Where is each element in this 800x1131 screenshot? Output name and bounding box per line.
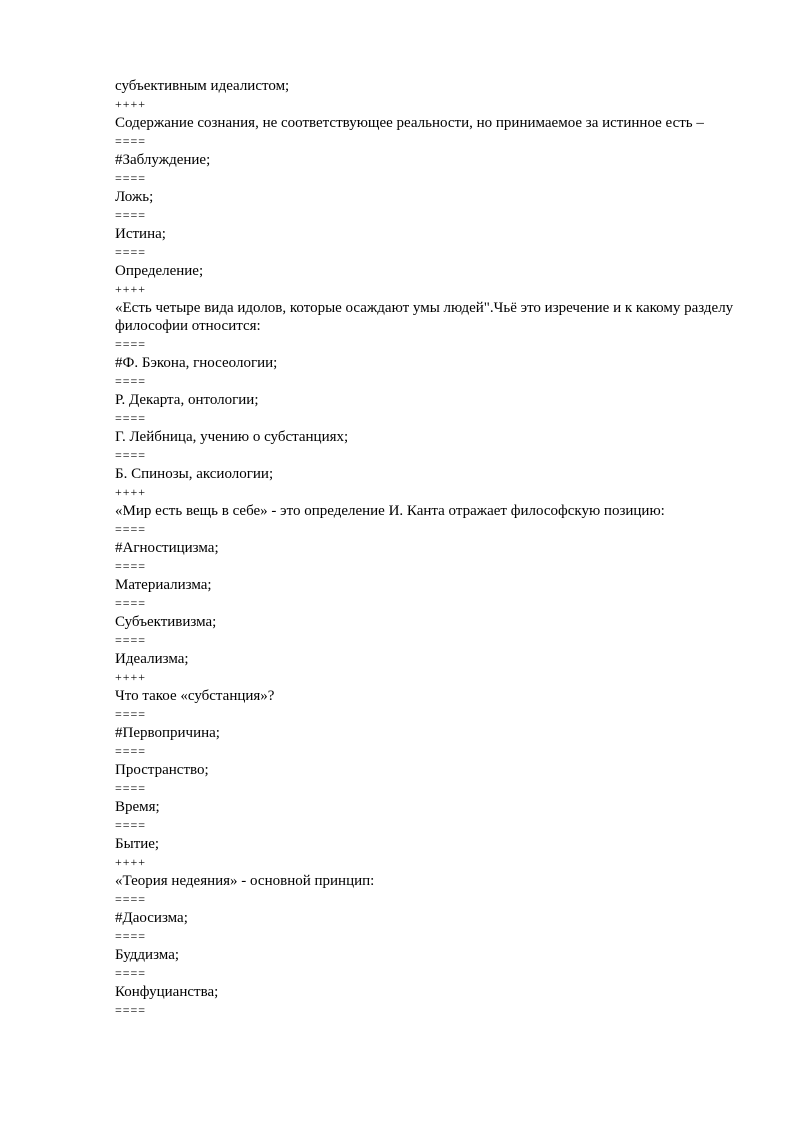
text-line: Время; <box>115 799 160 815</box>
text-line: #Даосизма; <box>115 910 188 926</box>
answer-separator: ==== <box>115 818 147 832</box>
text-line: Конфуцианства; <box>115 984 219 1000</box>
answer-separator: ==== <box>115 707 147 721</box>
question-separator: ++++ <box>115 485 147 499</box>
text-line: Ложь; <box>115 189 154 205</box>
text-line: Б. Спинозы, аксиологии; <box>115 466 274 482</box>
text-line: Определение; <box>115 263 204 279</box>
answer-separator: ==== <box>115 596 147 610</box>
answer-separator: ==== <box>115 411 147 425</box>
answer-separator: ==== <box>115 559 147 573</box>
answer-separator: ==== <box>115 448 147 462</box>
answer-separator: ==== <box>115 208 147 222</box>
text-line: #Заблуждение; <box>115 152 211 168</box>
answer-separator: ==== <box>115 781 147 795</box>
text-line: Что такое «субстанция»? <box>115 688 275 704</box>
answer-separator: ==== <box>115 633 147 647</box>
answer-separator: ==== <box>115 337 147 351</box>
answer-separator: ==== <box>115 892 147 906</box>
text-line: Материализма; <box>115 577 212 593</box>
text-line: #Ф. Бэкона, гносеологии; <box>115 355 278 371</box>
question-separator: ++++ <box>115 855 147 869</box>
answer-separator: ==== <box>115 245 147 259</box>
answer-separator: ==== <box>115 966 147 980</box>
question-separator: ++++ <box>115 670 147 684</box>
text-line: субъективным идеалистом; <box>115 78 290 94</box>
text-line: Идеализма; <box>115 651 189 667</box>
text-line: «Мир есть вещь в себе» - это определение И. Канта отражает философскую позицию: <box>115 503 665 519</box>
answer-separator: ==== <box>115 171 147 185</box>
text-line: Бытие; <box>115 836 160 852</box>
text-line: Субъективизма; <box>115 614 217 630</box>
document-body <box>115 77 755 1020</box>
answer-separator: ==== <box>115 134 147 148</box>
question-separator: ++++ <box>115 282 147 296</box>
text-line: #Первопричина; <box>115 725 220 741</box>
text-line: Р. Декарта, онтологии; <box>115 392 259 408</box>
text-line: Содержание сознания, не соответствующее реальности, но принимаемое за истинное есть – <box>115 115 704 131</box>
answer-separator: ==== <box>115 522 147 536</box>
text-line: Буддизма; <box>115 947 180 963</box>
answer-separator: ==== <box>115 374 147 388</box>
question-separator: ++++ <box>115 97 147 111</box>
answer-separator: ==== <box>115 744 147 758</box>
text-line: Пространство; <box>115 762 209 778</box>
text-line: Г. Лейбница, учению о субстанциях; <box>115 429 349 445</box>
text-line: «Есть четыре вида идолов, которые осаждают умы людей".Чьё это изречение и к какому разделу философии относится: <box>115 300 737 334</box>
text-line: Истина; <box>115 226 166 242</box>
answer-separator: ==== <box>115 929 147 943</box>
text-line: #Агностицизма; <box>115 540 219 556</box>
answer-separator: ==== <box>115 1003 147 1017</box>
text-line: «Теория недеяния» - основной принцип: <box>115 873 375 889</box>
